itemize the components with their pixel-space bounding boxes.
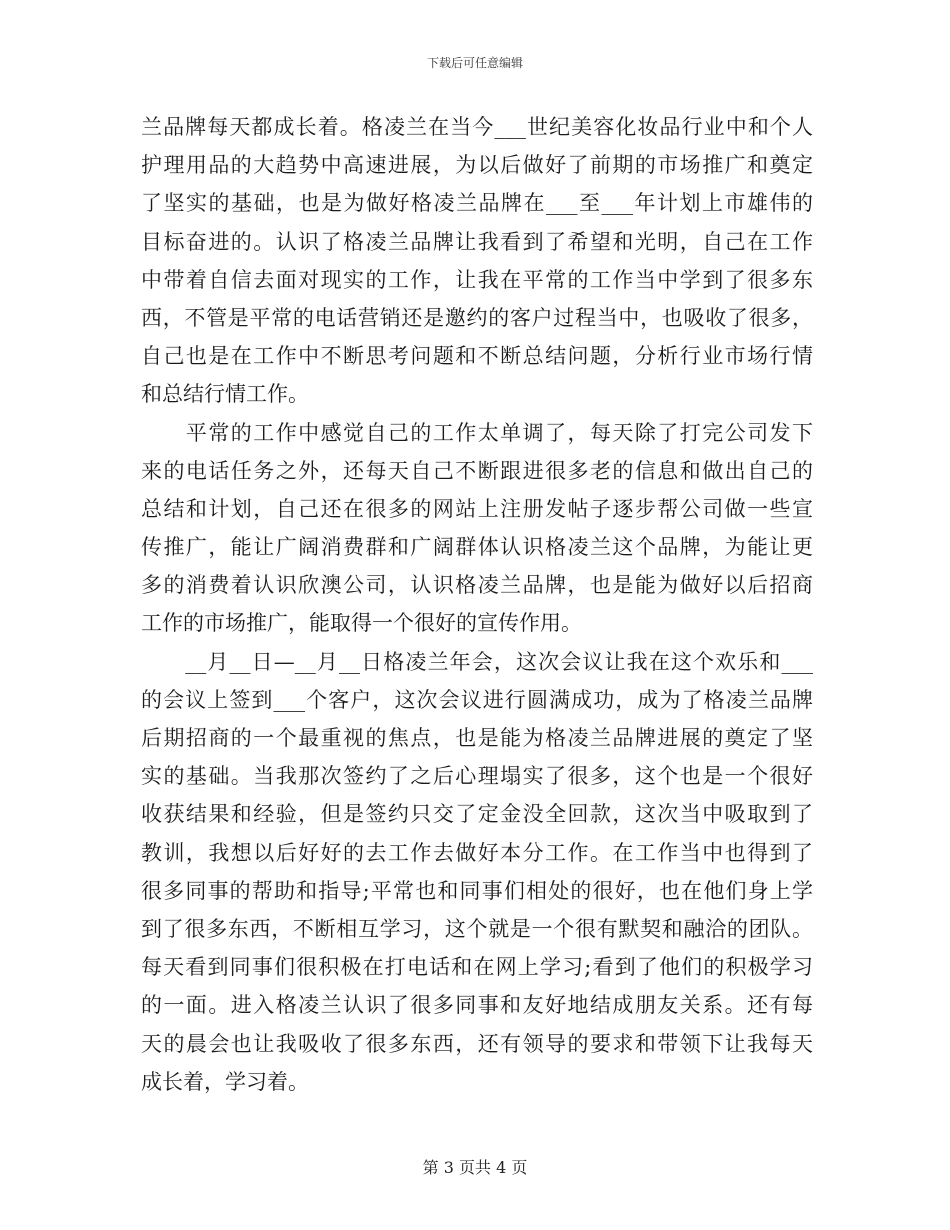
text-line: 了坚实的基础，也是为做好格凌兰品牌在___至___年计划上市雄伟的 <box>141 191 813 216</box>
text-line: 来的电话任务之外，还每天自己不断跟进很多老的信息和做出自己的 <box>141 458 813 483</box>
page-header: 下载后可任意编辑 <box>426 56 523 70</box>
text-line: 的会议上签到___个客户，这次会议进行圆满成功，成为了格凌兰品牌 <box>141 687 813 712</box>
text-line: 平常的工作中感觉自己的工作太单调了，每天除了打完公司发下 <box>141 420 813 445</box>
text-line: 中带着自信去面对现实的工作，让我在平常的工作当中学到了很多东 <box>141 267 813 292</box>
text-line: 成长着，学习着。 <box>141 1069 309 1094</box>
text-line: 和总结行情工作。 <box>141 382 309 407</box>
paragraph-2 <box>141 414 813 643</box>
text-line: 后期招商的一个最重视的焦点，也是能为格凌兰品牌进展的奠定了坚 <box>141 726 813 750</box>
text-line: 很多同事的帮助和指导;平常也和同事们相处的很好，也在他们身上学 <box>141 878 813 903</box>
document-body <box>141 108 813 1101</box>
text-line: 工作的市场推广，能取得一个很好的宣传作用。 <box>141 611 582 636</box>
page-number: 第 3 页共 4 页 <box>422 1158 528 1177</box>
paragraph-3 <box>141 643 813 1101</box>
paragraph-1 <box>141 108 813 414</box>
text-line: 自己也是在工作中不断思考问题和不断总结问题，分析行业市场行情 <box>141 344 813 369</box>
text-line: 传推广，能让广阔消费群和广阔群体认识格凌兰这个品牌，为能让更 <box>141 535 813 560</box>
text-line: 护理用品的大趋势中高速进展，为以后做好了前期的市场推广和奠定 <box>141 153 813 178</box>
text-line: 实的基础。当我那次签约了之后心理塌实了很多，这个也是一个很好 <box>141 764 813 789</box>
text-line: 每天看到同事们很积极在打电话和在网上学习;看到了他们的积极学习 <box>141 955 813 980</box>
text-line: 的一面。进入格凌兰认识了很多同事和友好地结成朋友关系。还有每 <box>141 993 813 1018</box>
text-line: 兰品牌每天都成长着。格凌兰在当今___世纪美容化妆品行业中和个人 <box>141 115 813 139</box>
text-line: 天的晨会也让我吸收了很多东西，还有领导的要求和带领下让我每天 <box>141 1031 813 1056</box>
text-line: 收获结果和经验，但是签约只交了定金没全回款，这次当中吸取到了 <box>141 802 813 827</box>
text-line: __月__日—__月__日格凌兰年会，这次会议让我在这个欢乐和___ <box>141 649 813 674</box>
text-line: 教训，我想以后好好的去工作去做好本分工作。在工作当中也得到了 <box>141 840 813 865</box>
text-line: 目标奋进的。认识了格凌兰品牌让我看到了希望和光明，自己在工作 <box>141 229 813 254</box>
text-line: 总结和计划，自己还在很多的网站上注册发帖子逐步帮公司做一些宣 <box>141 496 813 521</box>
text-line: 到了很多东西，不断相互学习，这个就是一个很有默契和融洽的团队。 <box>141 916 813 941</box>
text-line: 多的消费着认识欣澳公司，认识格凌兰品牌，也是能为做好以后招商 <box>141 573 813 598</box>
text-line: 西，不管是平常的电话营销还是邀约的客户过程当中，也吸收了很多， <box>141 305 813 330</box>
